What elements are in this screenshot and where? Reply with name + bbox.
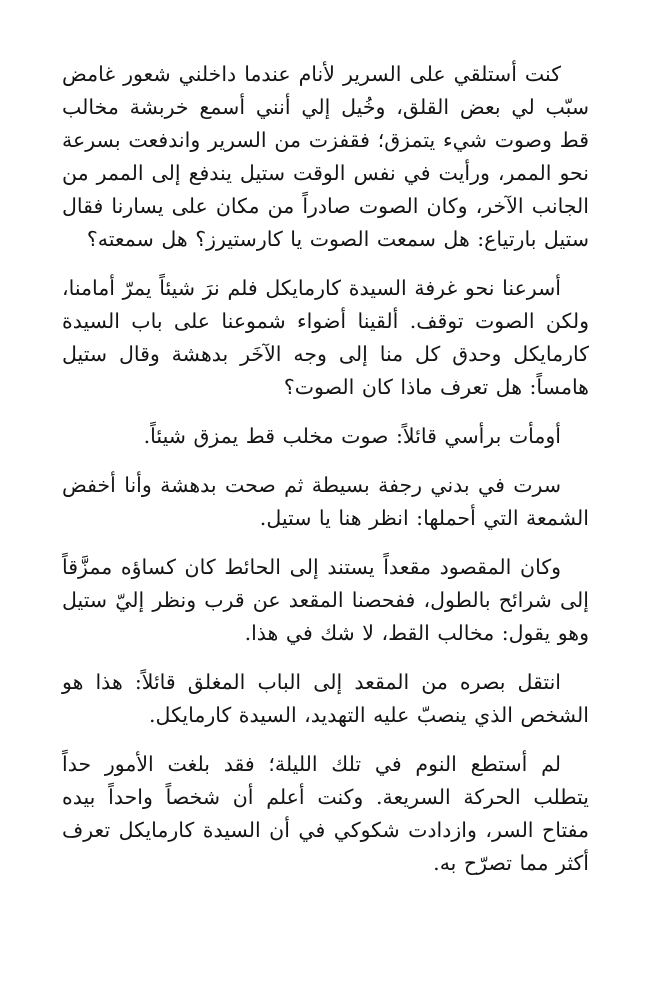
paragraph-6: انتقل بصره من المقعد إلى الباب المغلق قائلاً: هذا هو الشخص الذي ينصبّ عليه التهديد، السيدة كارمايكل.	[62, 670, 589, 727]
paragraph-2: أسرعنا نحو غرفة السيدة كارمايكل فلم نرَ شيئاً يمرّ أمامنا، ولكن الصوت توقف. ألقينا أضواء شموعنا على باب السيدة كارمايكل وحدق كل منا إلى وجه الآخَر بدهشة وقال ستيل هامساً: هل تعرف ماذا كان الصوت؟	[62, 276, 589, 399]
paragraph-1: كنت أستلقي على السرير لأنام عندما داخلني شعور غامض سبّب لي بعض القلق، وخُيل إلي أنني أسمع خربشة مخالب قط وصوت شيء يتمزق؛ فقفزت من السرير واندفعت بسرعة نحو الممر، ورأيت في نفس الوقت ستيل يندفع إلى الممر من الجانب الآخر، وكان الصوت صادراً من مكان على يسارنا فقال ستيل بارتياع: هل سمعت الصوت يا كارستيرز؟ هل سمعته؟	[62, 62, 589, 251]
paragraph-5: وكان المقصود مقعداً يستند إلى الحائط كان كساؤه ممزَّقاً إلى شرائح بالطول، ففحصنا المقعد عن قرب ونظر إليّ ستيل وهو يقول: مخالب القط، لا شك في هذا.	[62, 555, 589, 645]
book-page	[62, 58, 589, 880]
paragraph-7: لم أستطع النوم في تلك الليلة؛ فقد بلغت الأمور حداً يتطلب الحركة السريعة. وكنت أعلم أن شخصاً واحداً بيده مفتاح السر، وازدادت شكوكي في أن السيدة كارمايكل تعرف أكثر مما تصرّح به.	[62, 752, 589, 875]
paragraph-3: أومأت برأسي قائلاً: صوت مخلب قط يمزق شيئاً.	[143, 424, 561, 448]
paragraph-4: سرت في بدني رجفة بسيطة ثم صحت بدهشة وأنا أخفض الشمعة التي أحملها: انظر هنا يا ستيل.	[62, 473, 589, 530]
